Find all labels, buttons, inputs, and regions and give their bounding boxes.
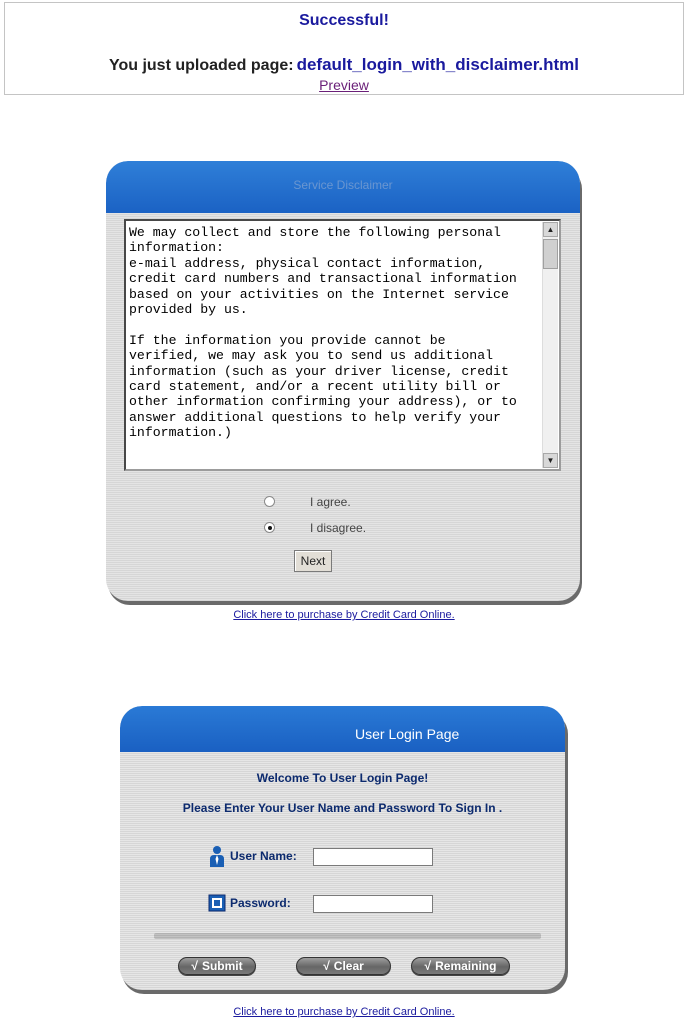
clear-label: Clear <box>333 959 364 973</box>
disagree-radio[interactable] <box>264 522 275 533</box>
login-header <box>120 706 565 752</box>
agree-radio[interactable] <box>264 496 275 507</box>
login-panel-body <box>120 706 565 990</box>
login-divider <box>154 933 541 939</box>
preview-link[interactable]: Preview <box>319 77 369 93</box>
submit-label: Submit <box>201 959 243 973</box>
disclaimer-panel-body <box>106 161 580 601</box>
scrollbar-thumb[interactable] <box>543 239 558 269</box>
username-label: User Name: <box>230 849 297 863</box>
disclaimer-text: We may collect and store the following personal information: e-mail address, physical contact information, credit card numbers and transactional information based on your activities on the Internet service provided by us. If the information you provide cannot be verified, we may ask you to send us additional information (such as your driver license, credit card statement, and/or a recent utility bill or other information confirming your address), or to answer additional questions to help verify your information.) <box>129 225 517 441</box>
upload-result-banner <box>4 2 684 95</box>
next-button[interactable]: Next <box>294 550 332 572</box>
remaining-label: Remaining <box>435 959 497 973</box>
scroll-up-arrow-icon[interactable]: ▲ <box>543 222 558 237</box>
login-purchase-credit-card-link[interactable]: Click here to purchase by Credit Card Online. <box>233 1006 455 1018</box>
disagree-label: I disagree. <box>310 521 367 535</box>
username-input[interactable] <box>313 848 433 866</box>
purchase-credit-card-link[interactable]: Click here to purchase by Credit Card Online. <box>233 609 455 621</box>
disclaimer-panel <box>106 161 580 601</box>
check-icon: √ <box>424 959 432 973</box>
upload-message-prefix: You just uploaded page: <box>108 57 294 74</box>
password-icon <box>208 892 226 914</box>
login-title: User Login Page <box>355 726 460 742</box>
check-icon: √ <box>323 959 330 973</box>
password-label: Password: <box>230 896 291 910</box>
disclaimer-scrollbar[interactable] <box>542 222 558 468</box>
login-panel <box>120 706 565 990</box>
success-title: Successful! <box>299 12 389 29</box>
check-icon: √ <box>191 959 198 973</box>
scroll-down-arrow-icon[interactable]: ▼ <box>543 453 558 468</box>
user-icon <box>208 845 226 867</box>
password-input[interactable] <box>313 895 433 913</box>
agree-label: I agree. <box>310 495 351 509</box>
disclaimer-header <box>106 161 580 213</box>
submit-button[interactable] <box>178 957 256 975</box>
login-instruction: Please Enter Your User Name and Password To Sign In . <box>182 801 503 815</box>
remaining-button[interactable] <box>411 957 510 975</box>
clear-button[interactable] <box>296 957 391 975</box>
uploaded-filename: default_login_with_disclaimer.html <box>296 55 580 74</box>
upload-message <box>5 55 683 75</box>
welcome-message: Welcome To User Login Page! <box>256 771 429 785</box>
disclaimer-title: Service Disclaimer <box>293 178 393 192</box>
disclaimer-textarea[interactable] <box>124 219 561 471</box>
